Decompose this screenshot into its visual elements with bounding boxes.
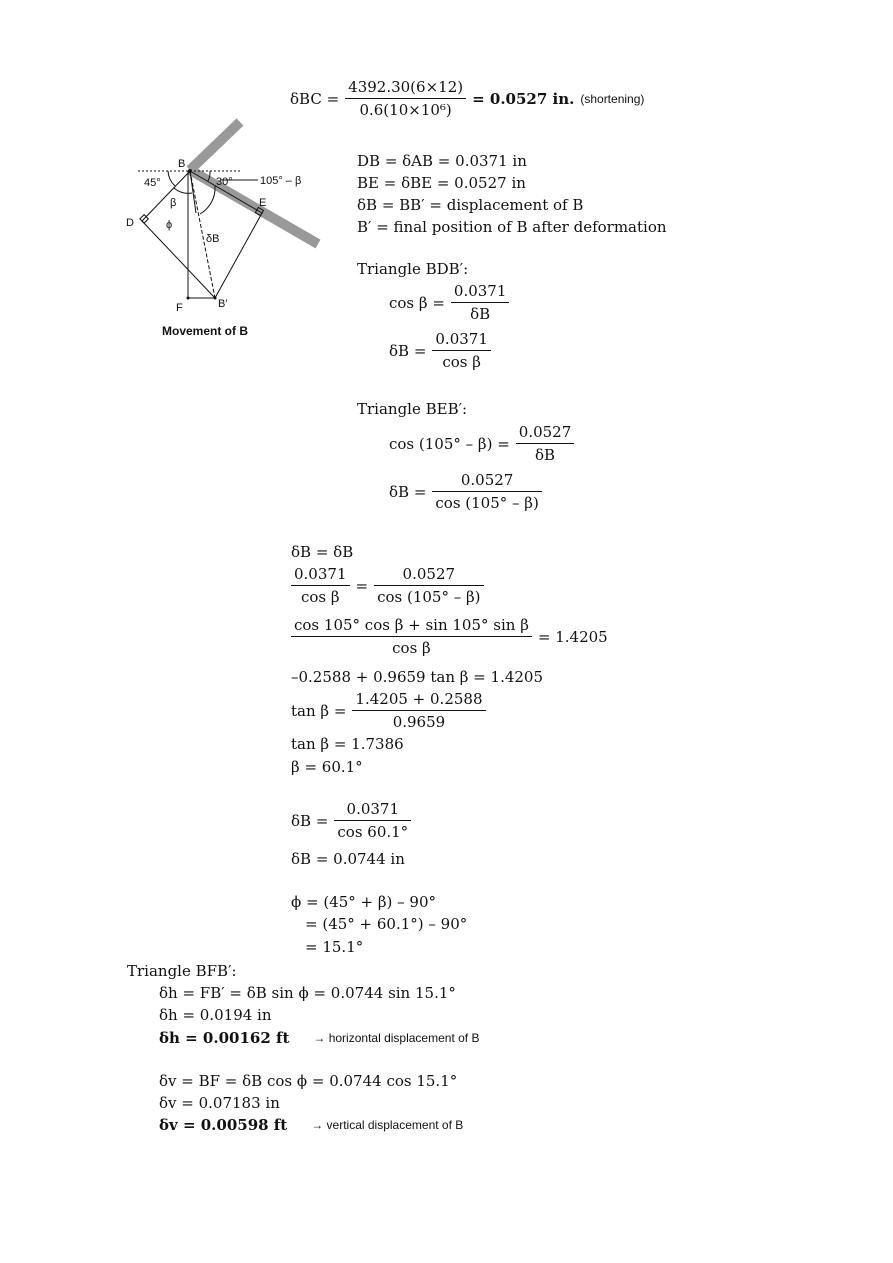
delta-bc-result: = 0.0527 in. [472,89,575,108]
delta-v-line-1: δv = BF = δB cos ϕ = 0.0744 cos 15.1° [159,1072,458,1090]
label-angle-45: 45° [144,177,161,189]
solve-tan [291,688,486,733]
cos-denominator: δB [470,305,491,323]
phi-line: = (45° + 60.1°) – 90° [305,915,468,933]
delta-b-numerator: 0.0371 [334,798,411,821]
phi-line: ϕ = (45° + β) – 90° [291,893,437,911]
solve-f1-denominator: cos β [300,588,340,606]
label-angle-30: 30° [216,176,233,188]
triangle-bdb-cos [389,280,509,325]
deltab-lhs: δB = [389,482,427,501]
label-b-prime: B′ [218,298,228,310]
triangle-beb-deltab [389,469,542,514]
tan-numerator: 1.4205 + 0.2588 [352,688,485,711]
point-b-prime [214,297,217,300]
label-angle-105: 105° – β [260,175,302,187]
solve-fraction-1 [291,563,350,608]
line-db-prime [142,221,215,298]
cos-lhs: cos β = [389,293,445,312]
movement-diagram [120,118,330,350]
deltab-fraction [432,469,541,514]
point-f [187,297,190,300]
deltab-numerator: 0.0371 [432,328,491,351]
delta-h-note: → horizontal displacement of B [313,1031,480,1045]
solve-line-6: tan β = 1.7386 [291,735,404,753]
delta-b-equation [291,798,411,843]
delta-v-line-2: δv = 0.07183 in [159,1094,280,1112]
delta-b-fraction [334,798,411,843]
delta-bc-equation [290,76,644,121]
solve-f3-numerator: cos 105° cos β + sin 105° sin β [291,614,532,637]
solve-f3-rhs: = 1.4205 [537,627,608,646]
solve-f2-denominator: cos (105° – β) [377,588,481,606]
delta-v-result: δv = 0.00598 ft [159,1116,288,1134]
deltab-denominator: cos β [442,353,481,371]
delta-h-line-2: δh = 0.0194 in [159,1006,272,1024]
label-f: F [176,302,183,314]
delta-b-lhs: δB = [291,811,329,830]
tan-denominator: 0.9659 [392,713,446,731]
tan-lhs: tan β = [291,701,347,720]
triangle-bfb-heading: Triangle BFB′: [127,962,237,980]
delta-bc-denominator: 0.6(10×10⁶) [359,101,452,119]
delta-b-result: δB = 0.0744 in [291,850,405,868]
cos-lhs: cos (105° – β) = [389,434,510,453]
equals-sign: = [355,576,369,595]
label-b: B [178,158,186,170]
label-d: D [126,217,134,229]
arc-beta [174,188,192,193]
solve-equality [291,563,484,608]
cos-denominator: δB [535,446,556,464]
delta-bc-numerator: 4392.30(6×12) [345,76,466,99]
definition-line: DB = δAB = 0.0371 in [357,152,527,170]
label-delta-b: δB [206,233,220,245]
deltab-fraction [432,328,491,373]
triangle-bdb-heading: Triangle BDB′: [357,260,469,278]
solve-line-4: –0.2588 + 0.9659 tan β = 1.4205 [291,668,544,686]
definitions-block [357,150,667,238]
deltab-numerator: 0.0527 [432,469,541,492]
label-beta: β [170,197,177,209]
delta-bc-note: (shortening) [580,91,645,106]
solve-f2-numerator: 0.0527 [374,563,483,586]
point-b [188,169,192,173]
solve-f1-numerator: 0.0371 [291,563,350,586]
definition-line: δB = BB′ = displacement of B [357,196,584,214]
delta-bc-fraction [345,76,466,121]
label-e: E [259,197,267,209]
cos-fraction [516,421,575,466]
arc-105 [200,186,215,214]
definition-line: BE = δBE = 0.0527 in [357,174,526,192]
member-ab [190,122,240,170]
cos-numerator: 0.0371 [451,280,510,303]
triangle-beb-cos [389,421,574,466]
delta-h-result: δh = 0.00162 ft [159,1029,290,1047]
arc-45 [168,171,175,186]
deltab-lhs: δB = [389,341,427,360]
diagram-caption: Movement of B [162,324,249,338]
delta-bc-lhs: δBC = [290,89,340,108]
delta-h-line-1: δh = FB′ = δB sin ϕ = 0.0744 sin 15.1° [159,984,456,1002]
solve-line-7: β = 60.1° [291,758,363,776]
tan-fraction [352,688,485,733]
delta-h-line-3 [159,1028,479,1048]
solve-f3-denominator: cos β [392,639,431,657]
delta-v-note: → vertical displacement of B [311,1118,464,1132]
cos-numerator: 0.0527 [516,421,575,444]
cos-fraction [451,280,510,325]
delta-v-line-3 [159,1115,463,1135]
definition-line: B′ = final position of B after deformation [357,218,667,236]
line-eb-prime [215,213,262,298]
phi-line: = 15.1° [305,938,364,956]
triangle-beb-heading: Triangle BEB′: [357,400,468,418]
solve-expanded [291,614,608,659]
triangle-bdb-deltab [389,328,491,373]
solve-fraction-2 [374,563,483,608]
solve-fraction-3 [291,614,532,659]
delta-b-denominator: cos 60.1° [337,823,409,841]
deltab-denominator: cos (105° – β) [435,494,539,512]
solve-line-1: δB = δB [291,543,354,561]
label-phi: ϕ [166,219,173,231]
